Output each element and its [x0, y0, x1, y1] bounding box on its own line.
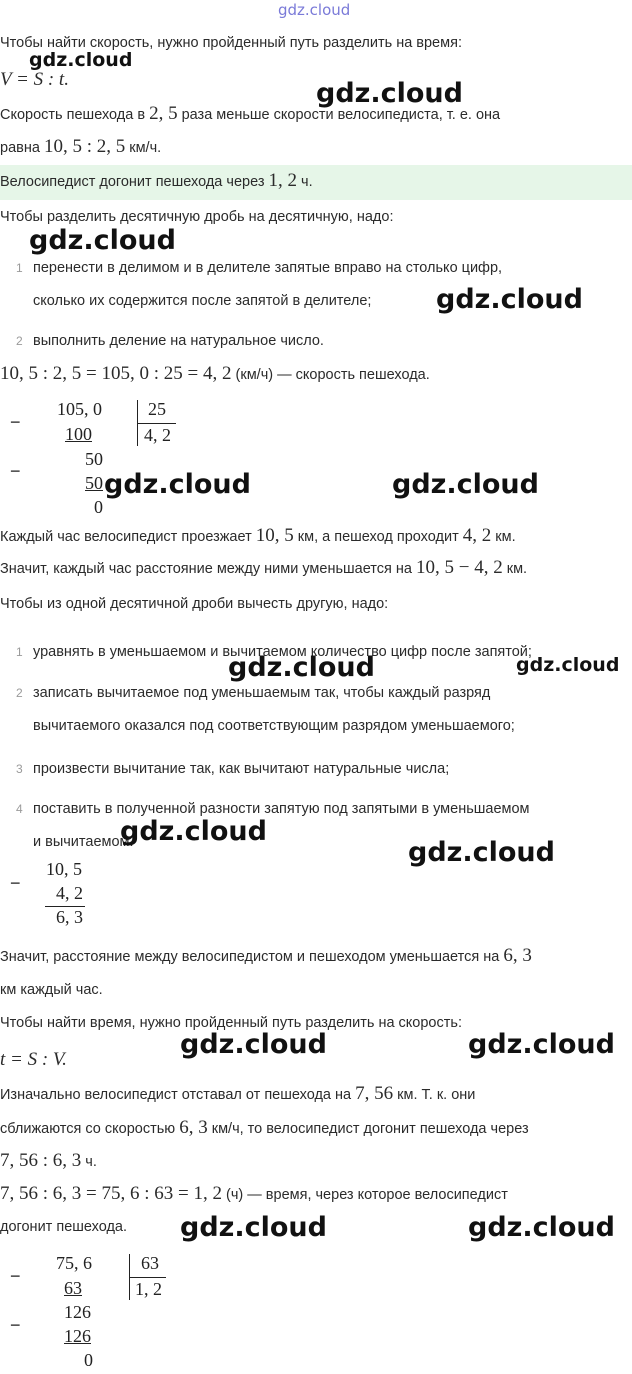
watermark: gdz.cloud	[180, 1029, 327, 1060]
list-item: вычитаемого оказался под соответствующим разрядом уменьшаемого;	[33, 718, 515, 734]
text-line: Чтобы найти скорость, нужно пройденный путь разделить на время:	[0, 35, 462, 51]
text-line	[0, 946, 532, 967]
list-number: 1	[16, 261, 23, 275]
watermark: gdz.cloud	[228, 652, 375, 683]
list-item: записать вычитаемое под уменьшаемым так, чтобы каждый разряд	[33, 685, 491, 701]
watermark: gdz.cloud	[104, 469, 251, 500]
subtrahend: 50	[85, 473, 103, 493]
list-item: сколько их содержится после запятой в делителе;	[33, 293, 372, 309]
text-span: Значит, расстояние между велосипедистом и пешеходом уменьшается на	[0, 949, 504, 965]
minus-sign: −	[10, 1266, 21, 1286]
list-item: и вычитаемом.	[33, 834, 134, 850]
divisor: 63	[141, 1253, 159, 1273]
list-item: поставить в полученной разности запятую под запятыми в уменьшаемом	[33, 801, 530, 817]
watermark: gdz.cloud	[29, 49, 133, 71]
watermark: gdz.cloud	[468, 1212, 615, 1243]
text-span: км/ч, то велосипедист догонит пешехода через	[207, 1121, 529, 1137]
text-span: км. Т. к. они	[393, 1087, 476, 1103]
text-span: км.	[491, 529, 516, 545]
math-span: 10, 5 : 2, 5	[43, 136, 126, 157]
math-span: 1, 2	[268, 170, 297, 191]
text-span: Скорость пешехода в	[0, 107, 150, 123]
formula-speed: V = S : t.	[0, 69, 69, 90]
remainder: 0	[84, 1350, 93, 1370]
text-span: Каждый час велосипедист проезжает	[0, 529, 256, 545]
text-line	[0, 558, 527, 579]
watermark: gdz.cloud	[120, 816, 267, 847]
watermark-top: gdz.cloud	[278, 1, 351, 19]
text-span: Значит, каждый час расстояние между ними уменьшается на	[0, 561, 416, 577]
text-line	[0, 1118, 529, 1139]
difference: 6, 3	[56, 907, 83, 927]
list-item: уравнять в уменьшаемом и вычитаемом количество цифр после запятой;	[33, 644, 532, 660]
dividend: 75, 6	[56, 1253, 92, 1273]
math-span: 10, 5	[255, 525, 294, 546]
minus-sign: −	[10, 412, 21, 432]
watermark: gdz.cloud	[436, 284, 583, 315]
text-span: (км/ч) — скорость пешехода.	[231, 367, 430, 383]
text-span: Велосипедист догонит пешехода через	[0, 174, 269, 190]
minuend: 10, 5	[46, 859, 82, 879]
list-item: перенести в делимом и в делителе запятые вправо на столько цифр,	[33, 260, 503, 276]
text-span: равна	[0, 140, 44, 156]
text-span: Изначально велосипедист отставал от пешехода на	[0, 1087, 356, 1103]
math-span: 6, 3	[179, 1117, 208, 1138]
watermark: gdz.cloud	[516, 654, 620, 676]
list-number: 1	[16, 645, 23, 659]
text-line: Чтобы из одной десятичной дроби вычесть другую, надо:	[0, 596, 389, 612]
quotient: 1, 2	[135, 1279, 162, 1299]
text-span: км.	[502, 561, 528, 577]
remainder: 126	[64, 1302, 91, 1322]
math-span: 7, 56 : 6, 3	[0, 1150, 82, 1171]
division-line	[130, 1277, 166, 1278]
text-line	[0, 364, 430, 385]
subtrahend: 126	[64, 1326, 91, 1346]
text-line: км каждый час.	[0, 982, 103, 998]
list-item: произвести вычитание так, как вычитают натуральные числа;	[33, 761, 450, 777]
math-span: 10, 5 − 4, 2	[416, 557, 503, 578]
text-line: догонит пешехода.	[0, 1219, 128, 1235]
remainder: 0	[94, 497, 103, 517]
division-line	[138, 423, 176, 424]
text-span: ч.	[297, 174, 313, 190]
watermark: gdz.cloud	[408, 837, 555, 868]
remainder: 50	[85, 449, 103, 469]
math-span: 7, 56	[355, 1083, 394, 1104]
watermark: gdz.cloud	[316, 78, 463, 109]
list-number: 2	[16, 334, 23, 348]
math-span: 10, 5 : 2, 5 = 105, 0 : 25 = 4, 2	[0, 363, 232, 384]
subtrahend: 4, 2	[56, 883, 83, 903]
text-line	[0, 1084, 475, 1105]
math-span: 4, 2	[462, 525, 492, 546]
watermark: gdz.cloud	[29, 225, 176, 256]
list-item: выполнить деление на натуральное число.	[33, 333, 324, 349]
divisor: 25	[148, 399, 166, 419]
minus-sign: −	[10, 461, 21, 481]
text-span: км, а пешеход проходит	[293, 529, 463, 545]
minus-sign: −	[10, 1315, 21, 1335]
text-line	[0, 526, 516, 547]
watermark: gdz.cloud	[392, 469, 539, 500]
watermark: gdz.cloud	[468, 1029, 615, 1060]
watermark: gdz.cloud	[180, 1212, 327, 1243]
text-span: раза меньше скорости велосипедиста, т. е. она	[177, 107, 501, 123]
text-span: ч.	[81, 1154, 97, 1170]
text-line	[0, 137, 161, 158]
math-span: 6, 3	[503, 945, 532, 966]
list-number: 3	[16, 762, 23, 776]
subtrahend: 63	[64, 1278, 82, 1298]
minus-sign: −	[10, 873, 21, 893]
text-span: (ч) — время, через которое велосипедист	[222, 1187, 508, 1203]
math-span: 7, 56 : 6, 3 = 75, 6 : 63 = 1, 2	[0, 1183, 222, 1204]
text-line	[0, 1151, 97, 1172]
text-span: сближаются со скоростью	[0, 1121, 180, 1137]
text-line: Чтобы найти время, нужно пройденный путь разделить на скорость:	[0, 1015, 462, 1031]
text-line	[0, 1184, 508, 1205]
text-span: км/ч.	[125, 140, 162, 156]
answer-line	[0, 171, 313, 192]
list-number: 2	[16, 686, 23, 700]
list-number: 4	[16, 802, 23, 816]
dividend: 105, 0	[57, 399, 102, 419]
quotient: 4, 2	[144, 425, 171, 445]
subtrahend: 100	[65, 424, 92, 444]
formula-time: t = S : V.	[0, 1049, 67, 1070]
text-line: Чтобы разделить десятичную дробь на десятичную, надо:	[0, 209, 394, 225]
math-span: 2, 5	[149, 103, 178, 124]
